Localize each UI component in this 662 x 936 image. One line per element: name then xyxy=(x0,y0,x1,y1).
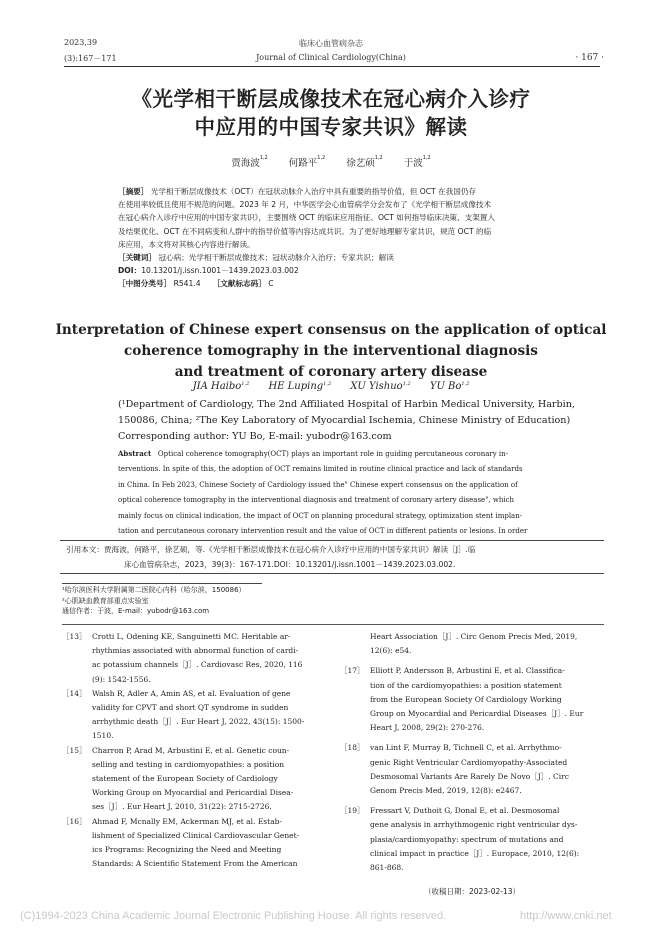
author-en: HE Luping$^{1,2}$ xyxy=(268,381,332,392)
authors-cn xyxy=(0,155,662,169)
section-rule xyxy=(62,624,604,625)
citation-box xyxy=(60,540,604,574)
footnote-rule xyxy=(62,583,262,584)
abstract-en-line: Abstract Optical coherence tomography(OCT) plays an important role in guiding percutaneous coronary in- xyxy=(118,449,509,458)
reference-item: ［19］ Fressart V, Duthoit G, Donal E, et al. Desmosomal gene analysis in arrhythmogenic right ventricular dys- plasia/cardiomyopathy: spectrum of mutations and clinical impact in practice［J］. Europace, 2010, 12(6): 861-868. xyxy=(340,806,580,873)
abstract-en-line: in China. In Feb 2023, Chinese Society of Cardiology issued the" Chinese expert consensus on the application of xyxy=(118,480,518,489)
doi: DOI：10.13201/j.issn.1001－1439.2023.03.002 xyxy=(118,266,299,276)
title-en-line3: and treatment of coronary artery disease xyxy=(174,364,488,380)
keywords-cn: ［关键词］ 冠心病；光学相干断层成像技术；冠状动脉介入治疗；专家共识；解读 xyxy=(118,253,394,263)
author-en: YU Bo$^{1,2}$ xyxy=(429,381,470,392)
abstract-en-line: optical coherence tomography in the interventional diagnosis and treatment of coronary artery disease", which xyxy=(118,496,515,505)
title-en-line1: Interpretation of Chinese expert consensus on the application of optical xyxy=(55,322,607,338)
reference-item: ［18］ van Lint F, Murray B, Tichnell C, et al. Arrhythmo- genic Right Ventricular Cardiomyopathy-Associated Desmosomal Variants Are Rarely De Novo［J］. Circ Genom Precis Med, 2019, 12(8): e2467. xyxy=(340,743,569,796)
header-journal-cn: 临床心血管病杂志 xyxy=(299,39,363,48)
citation-line: 引用本文：贾海波，何路平，徐艺硕，等.《光学相干断层成像技术在冠心病介入诊疗中应用的中国专家共识》解读［J］.临 xyxy=(66,545,476,554)
affiliation-line: (¹Department of Cardiology, The 2nd Affiliated Hospital of Harbin Medical University, Harbin, xyxy=(118,399,575,410)
abstract-en-line: mainly focus on clinical indication, the impact of OCT on planning procedural strategy, optimization stent implan- xyxy=(118,511,523,520)
author-en: XU Yishuo$^{1,2}$ xyxy=(350,381,411,392)
footnotes xyxy=(62,585,362,617)
cnki-url-watermark: http://www.cnki.net xyxy=(520,910,612,922)
author-en: JIA Haibo$^{1,2}$ xyxy=(192,381,250,392)
authors-en xyxy=(0,381,662,392)
abstract-cn-line: 床应用，本文将对其核心内容进行解读。 xyxy=(118,239,255,249)
reference-item: Heart Association［J］. Circ Genom Precis Med, 2019, 12(6): e54. xyxy=(370,632,578,656)
abstract-en xyxy=(118,446,604,539)
abstract-cn-line: 在冠心病介入诊疗中应用的中国专家共识》，主要围绕 OCT 的临床应用指征、OCT 如何指导临床决策、支架置入 xyxy=(118,213,495,223)
page-number: · 167 · xyxy=(575,53,604,63)
reference-item: ［13］ Crotti L, Odening KE, Sanguinetti MC. Heritable ar- rhythmias associated with abnormal function of cardi- ac potassium channels［J］. Cardiovasc Res, 2020, 116 (9): 1542-1556. xyxy=(62,632,303,684)
reference-item: ［15］ Charron P, Arad M, Arbustini E, et al. Genetic coun- selling and testing in cardiomyopathies: a position statement of the European Society of Cardiology Working Group on Myocardial and Pericardial Disea- ses［J］. Eur Heart J, 2010, 31(22): 2715-2726. xyxy=(62,745,294,812)
title-cn-line1: 《光学相干断层成像技术在冠心病介入诊疗 xyxy=(131,87,531,111)
copyright-watermark: (C)1994-2023 China Academic Journal Electronic Publishing House. All rights reserved. xyxy=(20,910,447,922)
reference-item: ［14］ Walsh R, Adler A, Amin AS, et al. Evaluation of gene validity for CPVT and short QT syndrome in sudden arrhythmic death［J］. Eur Heart J, 2022, 43(15): 1500- 1510. xyxy=(62,688,305,741)
author-cn: 徐艺硕$^{1,2}$ xyxy=(346,155,383,169)
reference-item: ［17］ Elliott P, Andersson B, Arbustini E, et al. Classifica- tion of the cardiomyopathies: a position statement from the European Society Of Cardiology Working Group on Myocardial and Pericardial Diseases［J］. Eur Heart J, 2008, 29(2): 270-276. xyxy=(340,666,584,733)
abstract-cn-label: ［摘要］ xyxy=(118,187,149,196)
footnote-line: ¹哈尔滨医科大学附属第二医院心内科（哈尔滨，150086） xyxy=(62,586,246,594)
abstract-cn-line: ［摘要］ 光学相干断层成像技术（OCT）在冠状动脉介入治疗中具有重要的指导价值，但 OCT 在我国仍存 xyxy=(118,187,477,196)
citation-line: 床心血管病杂志，2023，39(3)：167-171.DOI：10.13201/j.issn.1001－1439.2023.03.002. xyxy=(124,560,456,569)
abstract-en-line: terventions. In spite of this, the adoption of OCT remains limited in routine clinical practice and lack of standards xyxy=(118,465,523,474)
title-en-line2: coherence tomography in the interventional diagnosis xyxy=(124,343,538,359)
affiliation-en xyxy=(118,397,604,445)
affiliation-line: 150086, China; ²The Key Laboratory of Myocardial Ischemia, Chinese Ministry of Education) xyxy=(118,415,571,426)
classification: ［中图分类号］ R541.4 ［文献标志码］ C xyxy=(118,279,274,289)
header-journal-en: Journal of Clinical Cardiology(China) xyxy=(256,53,406,62)
reference-item: ［16］ Ahmad F, Mcnally EM, Ackerman MJ, et al. Estab- lishment of Specialized Clinical Cardiovascular Genet- ics Programs: Recognizing the Need and Meeting Standards: A Scientific Statement From the American xyxy=(62,816,300,869)
header-rule xyxy=(64,66,600,67)
author-cn: 何路平$^{1,2}$ xyxy=(288,155,326,169)
abstract-en-label: Abstract xyxy=(118,449,152,458)
received-date: （收稿日期：2023-02-13） xyxy=(423,887,521,897)
footnote-line: ²心肌缺血教育部重点实验室 xyxy=(62,596,149,605)
abstract-cn xyxy=(118,185,600,291)
corresponding-author: Corresponding author: YU Bo, E-mail: yubodr@163.com xyxy=(118,431,392,442)
author-cn: 于波$^{1,2}$ xyxy=(403,155,431,169)
abstract-cn-line: 在使用率较低且使用不规范的问题。2023 年 2 月，中华医学会心血管病学分会发布了《光学相干断层成像技术 xyxy=(118,200,492,210)
header-issue-pages: (3):167－171 xyxy=(64,54,117,63)
author-cn: 贾海波$^{1,2}$ xyxy=(231,155,268,169)
abstract-cn-line: 及结果优化、OCT 在不同病变和人群中的指导价值等内容达成共识。为了更好地理解专家共识，规范 OCT 的临 xyxy=(118,226,492,236)
abstract-en-line: tation and percutaneous coronary intervention result and the value of OCT in different patients or lesions. In order xyxy=(118,527,528,536)
footnote-line: 通信作者：于波，E-mail：yubodr@163.com xyxy=(62,607,210,615)
title-cn-line2: 中应用的中国专家共识》解读 xyxy=(194,115,468,139)
header-year-volume: 2023,39 xyxy=(64,38,98,47)
references-right xyxy=(340,630,604,899)
references-left xyxy=(62,630,324,871)
